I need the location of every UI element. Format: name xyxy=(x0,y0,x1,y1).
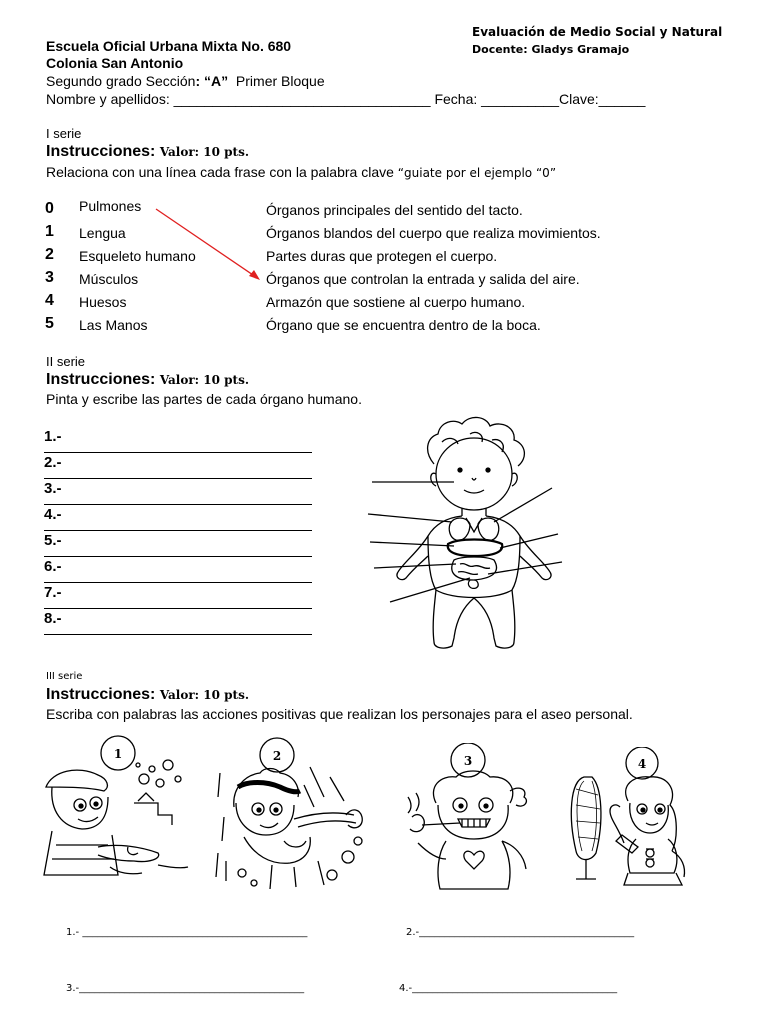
answer-line-4[interactable]: 4.-_________________________________________ xyxy=(399,983,618,994)
series2-instructions xyxy=(46,371,249,389)
definition-4: Armazón que sostiene al cuerpo humano. xyxy=(266,294,526,310)
term-4: Huesos xyxy=(79,294,127,310)
series3-instructions-label: Instrucciones: xyxy=(46,686,156,703)
term-0: Pulmones xyxy=(79,198,142,214)
organ-line-number: 6.- xyxy=(44,558,62,575)
item-number-4: 4 xyxy=(45,292,54,309)
colony-name: Colonia San Antonio xyxy=(46,55,184,71)
organ-line-number: 5.- xyxy=(44,532,62,549)
human-body-illustration xyxy=(362,412,588,656)
school-name: Escuela Oficial Urbana Mixta No. 680 xyxy=(46,38,292,54)
answer-line-2[interactable]: 2.-___________________________________________ xyxy=(406,927,635,938)
definition-5: Órgano que se encuentra dentro de la boca. xyxy=(266,317,541,333)
term-1: Lengua xyxy=(79,225,126,241)
picture-brushing-teeth xyxy=(398,743,562,891)
series3-label: III serie xyxy=(46,671,83,682)
name-date-line: Nombre y apellidos: _________________________________ Fecha: __________Clave:______ xyxy=(46,91,646,107)
example-arrow xyxy=(150,205,270,285)
organ-answer-line-8[interactable] xyxy=(44,610,312,635)
series3-instruction: Escriba con palabras las acciones positivas que realizan los personajes para el aseo personal. xyxy=(46,706,633,722)
picture-washing-hands xyxy=(38,735,190,887)
picture-combing-hair xyxy=(562,747,712,891)
term-3: Músculos xyxy=(79,271,139,287)
series2-valor: Valor: 10 pts. xyxy=(159,373,250,387)
organ-answer-line-5[interactable] xyxy=(44,532,312,557)
organ-line-number: 7.- xyxy=(44,584,62,601)
definition-1: Órganos blandos del cuerpo que realiza movimientos. xyxy=(266,225,601,241)
organ-answer-line-1[interactable] xyxy=(44,428,312,453)
organ-line-number: 4.- xyxy=(44,506,62,523)
grade-prefix: Segundo grado Sección xyxy=(46,73,196,89)
grade-line xyxy=(46,73,325,89)
series1-instruction: Relaciona con una línea cada frase con la palabra clave xyxy=(46,164,394,180)
section-label: “A” xyxy=(204,73,229,89)
item-number-3: 3 xyxy=(45,269,54,286)
organ-line-number: 1.- xyxy=(44,428,62,445)
picture-number-4: 4 xyxy=(637,757,647,771)
evaluation-title: Evaluación de Medio Social y Natural xyxy=(472,25,723,39)
organ-line-number: 3.- xyxy=(44,480,62,497)
grade-colon: : xyxy=(195,73,201,89)
series1-instruction-text xyxy=(46,164,556,180)
series2-label: II serie xyxy=(46,354,86,369)
picture-number-3: 3 xyxy=(463,754,473,768)
series2-instructions-label: Instrucciones: xyxy=(46,371,156,388)
item-number-0: 0 xyxy=(45,200,54,217)
organ-answer-line-2[interactable] xyxy=(44,454,312,479)
organ-answer-line-4[interactable] xyxy=(44,506,312,531)
series2-instruction: Pinta y escribe las partes de cada órgano humano. xyxy=(46,391,362,407)
series1-instructions xyxy=(46,143,249,161)
term-2: Esqueleto humano xyxy=(79,248,196,264)
answer-line-1[interactable]: 1.- _____________________________________________ xyxy=(66,927,308,938)
organ-answer-line-6[interactable] xyxy=(44,558,312,583)
organ-line-number: 8.- xyxy=(44,610,62,627)
picture-number-2: 2 xyxy=(272,749,282,763)
picture-taking-shower xyxy=(214,737,374,891)
series1-instructions-label: Instrucciones: xyxy=(46,143,156,160)
series1-label: I serie xyxy=(46,126,82,141)
teacher-name: Docente: Gladys Gramajo xyxy=(472,43,630,56)
organ-answer-line-3[interactable] xyxy=(44,480,312,505)
term-5: Las Manos xyxy=(79,317,148,333)
answer-line-3[interactable]: 3.-_____________________________________________ xyxy=(66,983,305,994)
organ-line-number: 2.- xyxy=(44,454,62,471)
series1-valor: Valor: 10 pts. xyxy=(159,145,250,159)
definition-2: Partes duras que protegen el cuerpo. xyxy=(266,248,498,264)
series3-instructions xyxy=(46,686,249,704)
block-label: Primer Bloque xyxy=(235,73,325,89)
item-number-1: 1 xyxy=(45,223,54,240)
series1-hint: “guiate por el ejemplo “0” xyxy=(397,166,557,180)
item-number-5: 5 xyxy=(45,315,54,332)
definition-0: Órganos principales del sentido del tacto. xyxy=(266,202,523,218)
definition-3: Órganos que controlan la entrada y salida del aire. xyxy=(266,271,580,287)
picture-number-1: 1 xyxy=(113,747,123,761)
item-number-2: 2 xyxy=(45,246,54,263)
series3-valor: Valor: 10 pts. xyxy=(159,688,250,702)
organ-answer-line-7[interactable] xyxy=(44,584,312,609)
